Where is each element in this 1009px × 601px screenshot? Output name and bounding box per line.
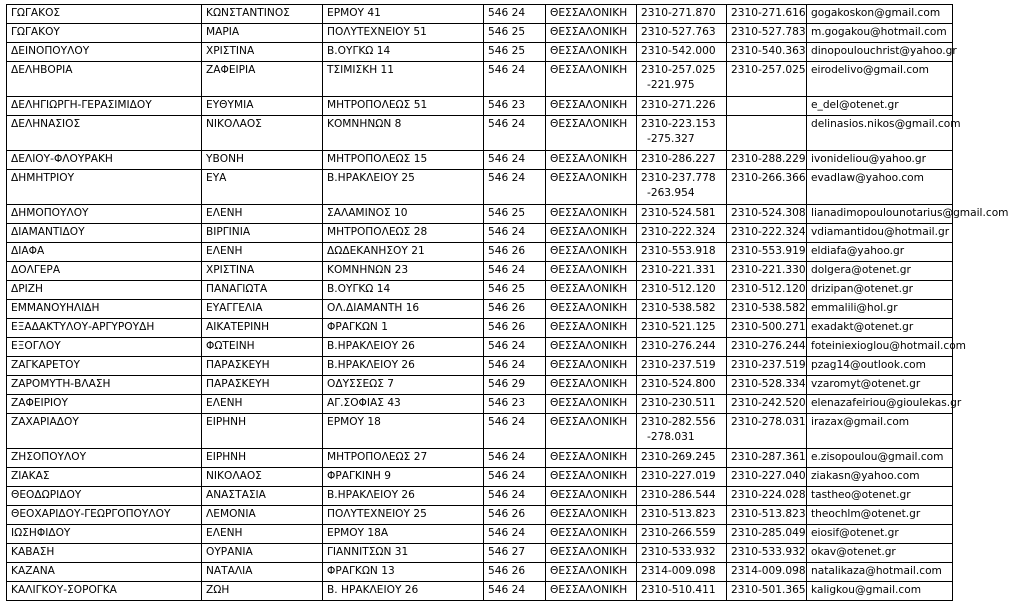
fax-cell: 2310-540.363 — [727, 43, 807, 62]
fax-cell: 2310-285.049 — [727, 525, 807, 544]
zip-cell: 546 25 — [484, 205, 546, 224]
city-cell: ΘΕΣΣΑΛΟΝΙΚΗ — [546, 24, 637, 43]
phone-cell — [637, 97, 727, 116]
table-row — [7, 62, 953, 97]
surname-cell: ΔΗΜΗΤΡΙΟΥ — [7, 170, 202, 205]
surname-cell: ΔΡΙΖΗ — [7, 281, 202, 300]
phone-primary: 2310-271.226 — [641, 99, 716, 111]
table-row — [7, 24, 953, 43]
address-cell: ΣΑΛΑΜΙΝΟΣ 10 — [323, 205, 484, 224]
address-cell: ΓΙΑΝΝΙΤΣΩΝ 31 — [323, 544, 484, 563]
firstname-cell: ΕΙΡΗΝΗ — [202, 449, 323, 468]
email-cell: eldiafa@yahoo.gr — [807, 243, 953, 262]
email-cell: vzaromyt@otenet.gr — [807, 376, 953, 395]
firstname-cell: ΕΥΑΓΓΕΛΙΑ — [202, 300, 323, 319]
email-cell: tastheo@otenet.gr — [807, 487, 953, 506]
fax-cell: 2310-257.025 — [727, 62, 807, 97]
email-cell: dolgera@otenet.gr — [807, 262, 953, 281]
zip-cell: 546 24 — [484, 170, 546, 205]
zip-cell: 546 24 — [484, 468, 546, 487]
address-cell: Β. ΗΡΑΚΛΕΙΟΥ 26 — [323, 582, 484, 601]
phone-cell — [637, 151, 727, 170]
table-row — [7, 243, 953, 262]
city-cell: ΘΕΣΣΑΛΟΝΙΚΗ — [546, 544, 637, 563]
surname-cell: ΔΙΑΦΑ — [7, 243, 202, 262]
email-cell: foteiniexioglou@hotmail.com — [807, 338, 953, 357]
zip-cell: 546 24 — [484, 62, 546, 97]
address-cell: Β.ΟΥΓΚΩ 14 — [323, 281, 484, 300]
zip-cell: 546 24 — [484, 449, 546, 468]
phone-primary: 2310-286.544 — [641, 489, 716, 501]
table-row — [7, 563, 953, 582]
fax-cell: 2310-227.040 — [727, 468, 807, 487]
phone-primary: 2310-286.227 — [641, 153, 716, 165]
address-cell: ΕΡΜΟΥ 18Α — [323, 525, 484, 544]
city-cell: ΘΕΣΣΑΛΟΝΙΚΗ — [546, 262, 637, 281]
phone-cell — [637, 170, 727, 205]
email-cell: delinasios.nikos@gmail.com — [807, 116, 953, 151]
firstname-cell: ΠΑΡΑΣΚΕΥΗ — [202, 376, 323, 395]
surname-cell: ΕΞΟΓΛΟΥ — [7, 338, 202, 357]
address-cell: ΟΔΥΣΣΕΩΣ 7 — [323, 376, 484, 395]
fax-cell: 2310-224.028 — [727, 487, 807, 506]
firstname-cell: ΧΡΙΣΤΙΝΑ — [202, 262, 323, 281]
phone-primary: 2310-542.000 — [641, 45, 716, 57]
zip-cell: 546 24 — [484, 525, 546, 544]
table-row — [7, 43, 953, 62]
phone-cell — [637, 116, 727, 151]
zip-cell: 546 24 — [484, 582, 546, 601]
address-cell: ΦΡΑΓΚΙΝΗ 9 — [323, 468, 484, 487]
fax-cell: 2310-276.244 — [727, 338, 807, 357]
table-row — [7, 319, 953, 338]
fax-cell: 2310-271.616 — [727, 5, 807, 24]
firstname-cell: ΕΥΑ — [202, 170, 323, 205]
address-cell: ΠΟΛΥΤΕΧΝΕΙΟΥ 25 — [323, 506, 484, 525]
city-cell: ΘΕΣΣΑΛΟΝΙΚΗ — [546, 62, 637, 97]
firstname-cell: ΕΛΕΝΗ — [202, 525, 323, 544]
phone-primary: 2310-237.778 — [641, 172, 716, 184]
fax-cell: 2310-538.582 — [727, 300, 807, 319]
table-row — [7, 224, 953, 243]
phone-cell — [637, 319, 727, 338]
phone-primary: 2310-521.125 — [641, 321, 716, 333]
phone-cell — [637, 525, 727, 544]
email-cell: pzag14@outlook.com — [807, 357, 953, 376]
phone-secondary: -275.327 — [647, 133, 695, 145]
table-row — [7, 468, 953, 487]
email-cell: irazax@gmail.com — [807, 414, 953, 449]
table-row — [7, 525, 953, 544]
address-cell: Β.ΗΡΑΚΛΕΙΟΥ 26 — [323, 357, 484, 376]
surname-cell: ΖΑΓΚΑΡΕΤΟΥ — [7, 357, 202, 376]
table-row — [7, 544, 953, 563]
phone-cell — [637, 449, 727, 468]
zip-cell: 546 24 — [484, 224, 546, 243]
phone-cell — [637, 468, 727, 487]
directory-rows — [7, 5, 1009, 601]
firstname-cell: ΕΛΕΝΗ — [202, 243, 323, 262]
phone-primary: 2310-513.823 — [641, 508, 716, 520]
address-cell: ΚΟΜΝΗΝΩΝ 8 — [323, 116, 484, 151]
city-cell: ΘΕΣΣΑΛΟΝΙΚΗ — [546, 395, 637, 414]
email-cell: gogakoskon@gmail.com — [807, 5, 953, 24]
address-cell: ΦΡΑΓΚΩΝ 1 — [323, 319, 484, 338]
zip-cell: 546 27 — [484, 544, 546, 563]
address-cell: ΟΛ.ΔΙΑΜΑΝΤΗ 16 — [323, 300, 484, 319]
zip-cell: 546 24 — [484, 151, 546, 170]
surname-cell: ΖΑΡΟΜΥΤΗ-ΒΛΑΣΗ — [7, 376, 202, 395]
surname-cell: ΔΗΜΟΠΟΥΛΟΥ — [7, 205, 202, 224]
fax-cell: 2310-287.361 — [727, 449, 807, 468]
city-cell: ΘΕΣΣΑΛΟΝΙΚΗ — [546, 582, 637, 601]
address-cell: ΜΗΤΡΟΠΟΛΕΩΣ 27 — [323, 449, 484, 468]
phone-primary: 2310-533.932 — [641, 546, 716, 558]
address-cell: ΠΟΛΥΤΕΧΝΕΙΟΥ 51 — [323, 24, 484, 43]
table-row — [7, 116, 953, 151]
phone-primary: 2310-237.519 — [641, 359, 716, 371]
phone-cell — [637, 243, 727, 262]
phone-cell — [637, 5, 727, 24]
firstname-cell: ΝΙΚΟΛΑΟΣ — [202, 468, 323, 487]
email-cell: theochlm@otenet.gr — [807, 506, 953, 525]
fax-cell: 2310-527.783 — [727, 24, 807, 43]
email-cell: eirodelivo@gmail.com — [807, 62, 953, 97]
phone-primary: 2310-512.120 — [641, 283, 716, 295]
firstname-cell: ΝΙΚΟΛΑΟΣ — [202, 116, 323, 151]
firstname-cell: ΥΒΟΝΗ — [202, 151, 323, 170]
address-cell: Β.ΗΡΑΚΛΕΙΟΥ 25 — [323, 170, 484, 205]
fax-cell: 2310-278.031 — [727, 414, 807, 449]
phone-primary: 2310-257.025 — [641, 64, 716, 76]
zip-cell: 546 23 — [484, 97, 546, 116]
email-cell: okav@otenet.gr — [807, 544, 953, 563]
fax-cell: 2310-513.823 — [727, 506, 807, 525]
phone-secondary: -278.031 — [647, 431, 695, 443]
surname-cell: ΘΕΟΔΩΡΙΔΟΥ — [7, 487, 202, 506]
zip-cell: 546 24 — [484, 487, 546, 506]
firstname-cell: ΠΑΡΑΣΚΕΥΗ — [202, 357, 323, 376]
zip-cell: 546 25 — [484, 43, 546, 62]
zip-cell: 546 24 — [484, 414, 546, 449]
city-cell: ΘΕΣΣΑΛΟΝΙΚΗ — [546, 5, 637, 24]
firstname-cell: ΟΥΡΑΝΙΑ — [202, 544, 323, 563]
firstname-cell: ΦΩΤΕΙΝΗ — [202, 338, 323, 357]
directory-table — [6, 4, 1009, 601]
city-cell: ΘΕΣΣΑΛΟΝΙΚΗ — [546, 205, 637, 224]
zip-cell: 546 25 — [484, 281, 546, 300]
email-cell: ziakasn@yahoo.com — [807, 468, 953, 487]
phone-primary: 2310-230.511 — [641, 397, 716, 409]
address-cell: Β.ΗΡΑΚΛΕΙΟΥ 26 — [323, 338, 484, 357]
address-cell: ΕΡΜΟΥ 18 — [323, 414, 484, 449]
table-row — [7, 357, 953, 376]
table-row — [7, 487, 953, 506]
phone-primary: 2310-538.582 — [641, 302, 716, 314]
zip-cell: 546 24 — [484, 116, 546, 151]
phone-primary: 2310-227.019 — [641, 470, 716, 482]
phone-cell — [637, 544, 727, 563]
email-cell: dinopoulouchrist@yahoo.gr — [807, 43, 953, 62]
fax-cell: 2314-009.098 — [727, 563, 807, 582]
surname-cell: ΔΕΛΗΝΑΣΙΟΣ — [7, 116, 202, 151]
surname-cell: ΔΕΛΗΓΙΩΡΓΗ-ΓΕΡΑΣΙΜΙΔΟΥ — [7, 97, 202, 116]
address-cell: ΔΩΔΕΚΑΝΗΣΟΥ 21 — [323, 243, 484, 262]
address-cell: ΤΣΙΜΙΣΚΗ 11 — [323, 62, 484, 97]
city-cell: ΘΕΣΣΑΛΟΝΙΚΗ — [546, 449, 637, 468]
table-row — [7, 338, 953, 357]
surname-cell: ΕΞΑΔΑΚΤΥΛΟΥ-ΑΡΓΥΡΟΥΔΗ — [7, 319, 202, 338]
city-cell: ΘΕΣΣΑΛΟΝΙΚΗ — [546, 300, 637, 319]
phone-primary: 2310-271.870 — [641, 7, 716, 19]
firstname-cell: ΧΡΙΣΤΙΝΑ — [202, 43, 323, 62]
zip-cell: 546 24 — [484, 5, 546, 24]
firstname-cell: ΝΑΤΑΛΙΑ — [202, 563, 323, 582]
surname-cell: ΘΕΟΧΑΡΙΔΟΥ-ΓΕΩΡΓΟΠΟΥΛΟΥ — [7, 506, 202, 525]
firstname-cell: ΑΝΑΣΤΑΣΙΑ — [202, 487, 323, 506]
email-cell: exadakt@otenet.gr — [807, 319, 953, 338]
phone-cell — [637, 205, 727, 224]
firstname-cell: ΕΥΘΥΜΙΑ — [202, 97, 323, 116]
firstname-cell: ΕΙΡΗΝΗ — [202, 414, 323, 449]
surname-cell: ΖΙΑΚΑΣ — [7, 468, 202, 487]
email-cell: elenazafeiriou@gioulekas.gr — [807, 395, 953, 414]
phone-cell — [637, 563, 727, 582]
fax-cell: 2310-242.520 — [727, 395, 807, 414]
email-cell: eiosif@otenet.gr — [807, 525, 953, 544]
table-row — [7, 395, 953, 414]
table-row — [7, 205, 953, 224]
phone-cell — [637, 506, 727, 525]
firstname-cell: ΠΑΝΑΓΙΩΤΑ — [202, 281, 323, 300]
fax-cell: 2310-500.271 — [727, 319, 807, 338]
phone-primary: 2310-510.411 — [641, 584, 716, 596]
city-cell: ΘΕΣΣΑΛΟΝΙΚΗ — [546, 170, 637, 205]
surname-cell: ΖΑΧΑΡΙΑΔΟΥ — [7, 414, 202, 449]
phone-cell — [637, 262, 727, 281]
city-cell: ΘΕΣΣΑΛΟΝΙΚΗ — [546, 338, 637, 357]
zip-cell: 546 23 — [484, 395, 546, 414]
firstname-cell: ΖΩΗ — [202, 582, 323, 601]
table-row — [7, 151, 953, 170]
fax-cell: 2310-288.229 — [727, 151, 807, 170]
address-cell: ΜΗΤΡΟΠΟΛΕΩΣ 51 — [323, 97, 484, 116]
phone-primary: 2310-221.331 — [641, 264, 716, 276]
phone-primary: 2310-223.153 — [641, 118, 716, 130]
phone-primary: 2310-527.763 — [641, 26, 716, 38]
phone-primary: 2314-009.098 — [641, 565, 716, 577]
city-cell: ΘΕΣΣΑΛΟΝΙΚΗ — [546, 97, 637, 116]
city-cell: ΘΕΣΣΑΛΟΝΙΚΗ — [546, 224, 637, 243]
fax-cell: 2310-533.932 — [727, 544, 807, 563]
zip-cell: 546 24 — [484, 357, 546, 376]
address-cell: Β.ΗΡΑΚΛΕΙΟΥ 26 — [323, 487, 484, 506]
phone-cell — [637, 338, 727, 357]
zip-cell: 546 24 — [484, 262, 546, 281]
email-cell: e_del@otenet.gr — [807, 97, 953, 116]
surname-cell: ΔΕΙΝΟΠΟΥΛΟΥ — [7, 43, 202, 62]
email-cell: emmalili@hol.gr — [807, 300, 953, 319]
phone-primary: 2310-524.581 — [641, 207, 716, 219]
email-cell: drizipan@otenet.gr — [807, 281, 953, 300]
surname-cell: ΔΕΛΗΒΟΡΙΑ — [7, 62, 202, 97]
phone-cell — [637, 281, 727, 300]
phone-cell — [637, 487, 727, 506]
table-row — [7, 97, 953, 116]
fax-cell — [727, 116, 807, 151]
surname-cell: ΓΩΓΑΚΟΣ — [7, 5, 202, 24]
fax-cell: 2310-528.334 — [727, 376, 807, 395]
table-row — [7, 449, 953, 468]
table-row — [7, 414, 953, 449]
phone-cell — [637, 376, 727, 395]
table-row — [7, 5, 953, 24]
zip-cell: 546 26 — [484, 563, 546, 582]
city-cell: ΘΕΣΣΑΛΟΝΙΚΗ — [546, 414, 637, 449]
surname-cell: ΔΕΛΙΟΥ-ΦΛΟΥΡΑΚΗ — [7, 151, 202, 170]
fax-cell: 2310-512.120 — [727, 281, 807, 300]
firstname-cell: ΜΑΡΙΑ — [202, 24, 323, 43]
address-cell: Β.ΟΥΓΚΩ 14 — [323, 43, 484, 62]
address-cell: ΚΟΜΝΗΝΩΝ 23 — [323, 262, 484, 281]
zip-cell: 546 26 — [484, 300, 546, 319]
surname-cell: ΓΩΓΑΚΟΥ — [7, 24, 202, 43]
surname-cell: ΔΟΛΓΕΡΑ — [7, 262, 202, 281]
phone-cell — [637, 24, 727, 43]
fax-cell: 2310-237.519 — [727, 357, 807, 376]
fax-cell: 2310-553.919 — [727, 243, 807, 262]
city-cell: ΘΕΣΣΑΛΟΝΙΚΗ — [546, 525, 637, 544]
table-row — [7, 506, 953, 525]
address-cell: ΕΡΜΟΥ 41 — [323, 5, 484, 24]
surname-cell: ΖΑΦΕΙΡΙΟΥ — [7, 395, 202, 414]
email-cell: e.zisopoulou@gmail.com — [807, 449, 953, 468]
zip-cell: 546 29 — [484, 376, 546, 395]
address-cell: ΦΡΑΓΚΩΝ 13 — [323, 563, 484, 582]
phone-primary: 2310-266.559 — [641, 527, 716, 539]
surname-cell: ΙΩΣΗΦΙΔΟΥ — [7, 525, 202, 544]
email-cell: evadlaw@yahoo.com — [807, 170, 953, 205]
table-row — [7, 170, 953, 205]
email-cell: kaligkou@gmail.com — [807, 582, 953, 601]
fax-cell: 2310-524.308 — [727, 205, 807, 224]
fax-cell: 2310-221.330 — [727, 262, 807, 281]
surname-cell: ΚΑΖΑΝΑ — [7, 563, 202, 582]
phone-primary: 2310-222.324 — [641, 226, 716, 238]
address-cell: ΑΓ.ΣΟΦΙΑΣ 43 — [323, 395, 484, 414]
city-cell: ΘΕΣΣΑΛΟΝΙΚΗ — [546, 319, 637, 338]
fax-cell: 2310-501.365 — [727, 582, 807, 601]
firstname-cell: ΚΩΝΣΤΑΝΤΙΝΟΣ — [202, 5, 323, 24]
surname-cell: ΖΗΣΟΠΟΥΛΟΥ — [7, 449, 202, 468]
phone-secondary: -221.975 — [647, 79, 695, 91]
zip-cell: 546 25 — [484, 24, 546, 43]
zip-cell: 546 26 — [484, 243, 546, 262]
phone-cell — [637, 357, 727, 376]
phone-cell — [637, 62, 727, 97]
city-cell: ΘΕΣΣΑΛΟΝΙΚΗ — [546, 243, 637, 262]
firstname-cell: ΑΙΚΑΤΕΡΙΝΗ — [202, 319, 323, 338]
surname-cell: ΚΑΒΑΣΗ — [7, 544, 202, 563]
email-cell: natalikaza@hotmail.com — [807, 563, 953, 582]
phone-primary: 2310-276.244 — [641, 340, 716, 352]
city-cell: ΘΕΣΣΑΛΟΝΙΚΗ — [546, 151, 637, 170]
phone-primary: 2310-553.918 — [641, 245, 716, 257]
firstname-cell: ΕΛΕΝΗ — [202, 395, 323, 414]
city-cell: ΘΕΣΣΑΛΟΝΙΚΗ — [546, 376, 637, 395]
city-cell: ΘΕΣΣΑΛΟΝΙΚΗ — [546, 357, 637, 376]
surname-cell: ΚΑΛΙΓΚΟΥ-ΣΟΡΟΓΚΑ — [7, 582, 202, 601]
phone-cell — [637, 414, 727, 449]
address-cell: ΜΗΤΡΟΠΟΛΕΩΣ 28 — [323, 224, 484, 243]
zip-cell: 546 24 — [484, 338, 546, 357]
phone-cell — [637, 43, 727, 62]
phone-primary: 2310-269.245 — [641, 451, 716, 463]
fax-cell: 2310-222.324 — [727, 224, 807, 243]
email-cell: vdiamantidou@hotmail.gr — [807, 224, 953, 243]
phone-cell — [637, 300, 727, 319]
city-cell: ΘΕΣΣΑΛΟΝΙΚΗ — [546, 116, 637, 151]
firstname-cell: ΖΑΦΕΙΡΙΑ — [202, 62, 323, 97]
zip-cell: 546 26 — [484, 506, 546, 525]
phone-primary: 2310-524.800 — [641, 378, 716, 390]
phone-cell — [637, 395, 727, 414]
email-cell: lianadimopoulounotarius@gmail.com — [807, 205, 953, 224]
fax-cell — [727, 97, 807, 116]
city-cell: ΘΕΣΣΑΛΟΝΙΚΗ — [546, 563, 637, 582]
city-cell: ΘΕΣΣΑΛΟΝΙΚΗ — [546, 43, 637, 62]
surname-cell: ΔΙΑΜΑΝΤΙΔΟΥ — [7, 224, 202, 243]
city-cell: ΘΕΣΣΑΛΟΝΙΚΗ — [546, 487, 637, 506]
phone-cell — [637, 224, 727, 243]
surname-cell: ΕΜΜΑΝΟΥΗΛΙΔΗ — [7, 300, 202, 319]
table-row — [7, 281, 953, 300]
fax-cell: 2310-266.366 — [727, 170, 807, 205]
firstname-cell: ΒΙΡΓΙΝΙΑ — [202, 224, 323, 243]
table-row — [7, 376, 953, 395]
firstname-cell: ΕΛΕΝΗ — [202, 205, 323, 224]
phone-secondary: -263.954 — [647, 187, 695, 199]
address-cell: ΜΗΤΡΟΠΟΛΕΩΣ 15 — [323, 151, 484, 170]
email-cell: m.gogakou@hotmail.com — [807, 24, 953, 43]
table-row — [7, 300, 953, 319]
city-cell: ΘΕΣΣΑΛΟΝΙΚΗ — [546, 506, 637, 525]
phone-cell — [637, 582, 727, 601]
email-cell: ivonideliou@yahoo.gr — [807, 151, 953, 170]
phone-primary: 2310-282.556 — [641, 416, 716, 428]
city-cell: ΘΕΣΣΑΛΟΝΙΚΗ — [546, 281, 637, 300]
table-row — [7, 582, 953, 601]
table-row — [7, 262, 953, 281]
zip-cell: 546 26 — [484, 319, 546, 338]
firstname-cell: ΛΕΜΟΝΙΑ — [202, 506, 323, 525]
city-cell: ΘΕΣΣΑΛΟΝΙΚΗ — [546, 468, 637, 487]
